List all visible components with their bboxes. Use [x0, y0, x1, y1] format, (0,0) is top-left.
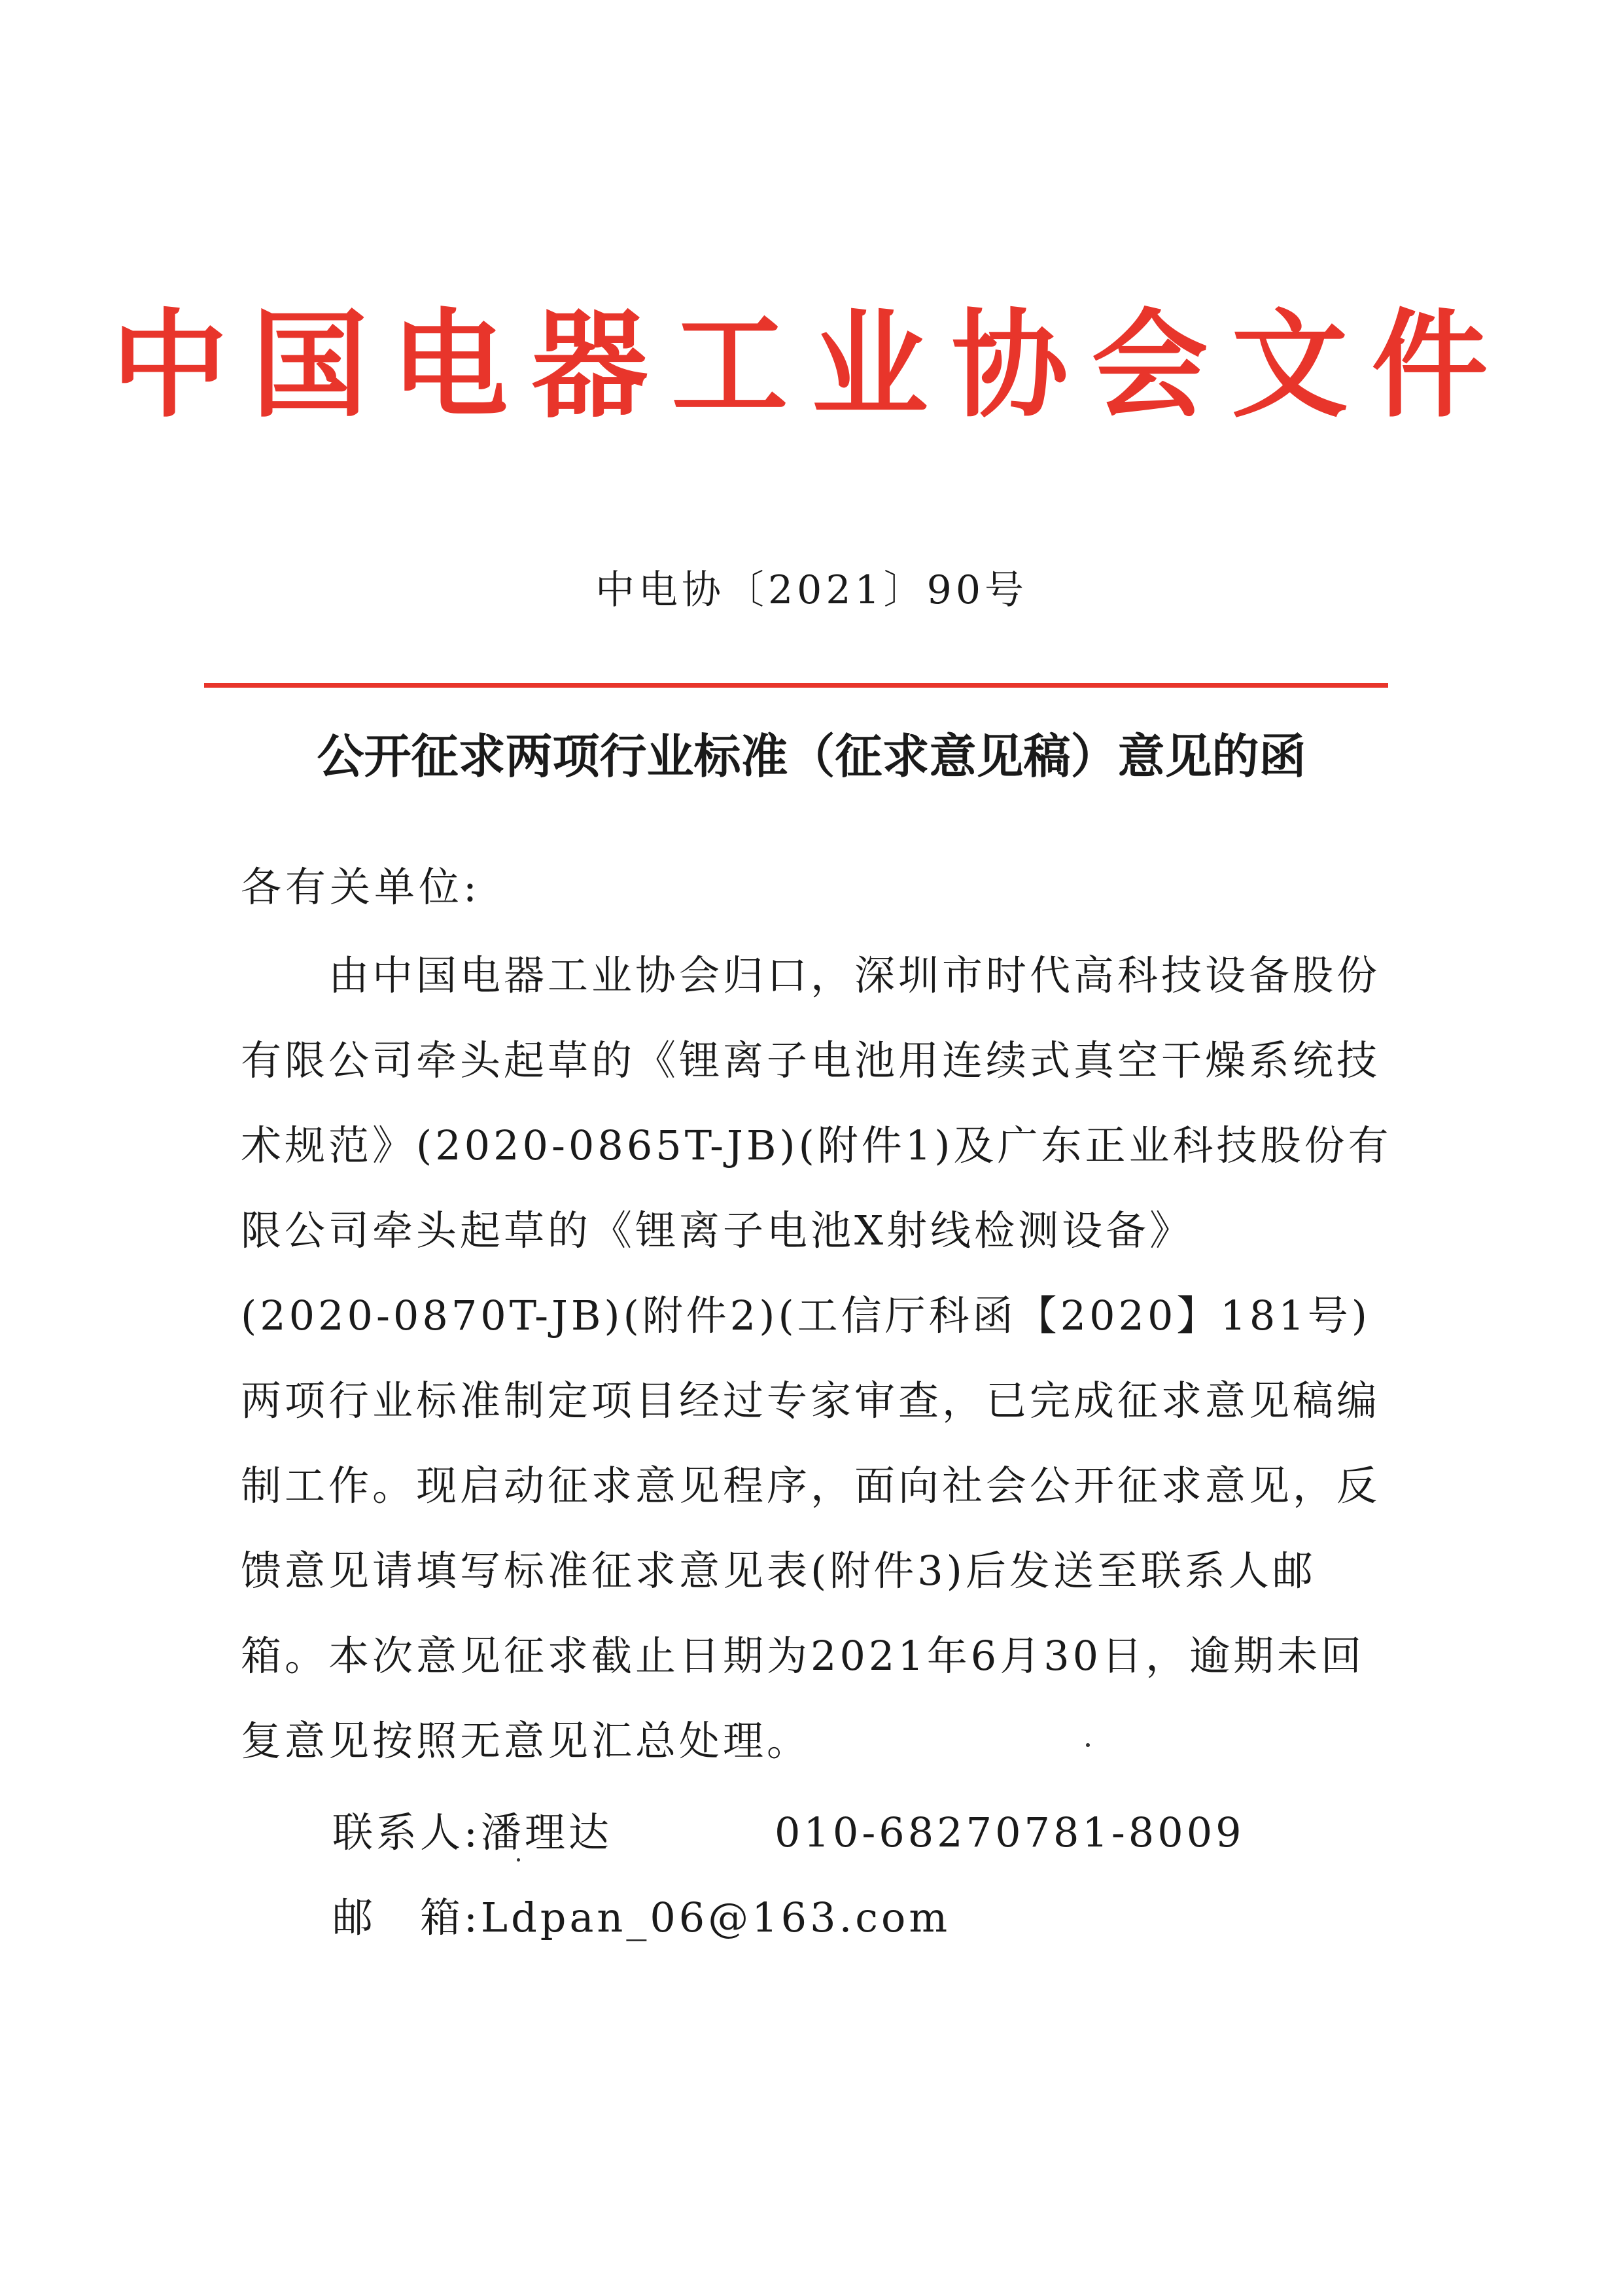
red-divider-line	[204, 683, 1388, 688]
contact-phone: 010-68270781-8009	[775, 1809, 1245, 1856]
body-line: 有限公司牵头起草的《锂离子电池用连续式真空干燥系统技	[241, 1036, 1381, 1084]
contact-email-label: 邮 箱:	[332, 1894, 481, 1941]
body-line: 复意见按照无意见汇总处理。	[241, 1717, 811, 1765]
contact-person-name: 潘理达	[480, 1809, 612, 1856]
body-line: 术规范》(2020-0865T-JB)(附件1)及广东正业科技股份有	[241, 1122, 1392, 1169]
scan-speck	[1086, 1743, 1090, 1747]
contact-person-label: 联系人:	[332, 1809, 481, 1856]
body-line: 制工作。现启动征求意见程序，面向社会公开征求意见，反	[241, 1462, 1381, 1510]
salutation: 各有关单位:	[241, 863, 481, 911]
masthead-title: 中国电器工业协会文件	[111, 298, 1512, 433]
contact-email: Ldpan_06@163.com	[480, 1894, 951, 1941]
body-line: 限公司牵头起草的《锂离子电池X射线检测设备》	[241, 1207, 1194, 1254]
letter-title: 公开征求两项行业标准（征求意见稿）意见的函	[317, 729, 1306, 784]
contact-email-row	[332, 1894, 951, 1941]
contact-person-row	[332, 1809, 1245, 1856]
body-line: 两项行业标准制定项目经过专家审查，已完成征求意见稿编	[241, 1377, 1381, 1424]
body-line: 由中国电器工业协会归口，深圳市时代高科技设备股份	[241, 951, 1381, 999]
body-line: 馈意见请填写标准征求意见表(附件3)后发送至联系人邮	[241, 1547, 1316, 1595]
scan-speck	[517, 1858, 520, 1862]
body-line: (2020-0870T-JB)(附件2)(工信厅科函【2020】181号)	[241, 1292, 1370, 1339]
document-number: 中电协〔2021〕90号	[595, 567, 1028, 613]
body-line: 箱。本次意见征求截止日期为2021年6月30日，逾期未回	[241, 1632, 1365, 1680]
